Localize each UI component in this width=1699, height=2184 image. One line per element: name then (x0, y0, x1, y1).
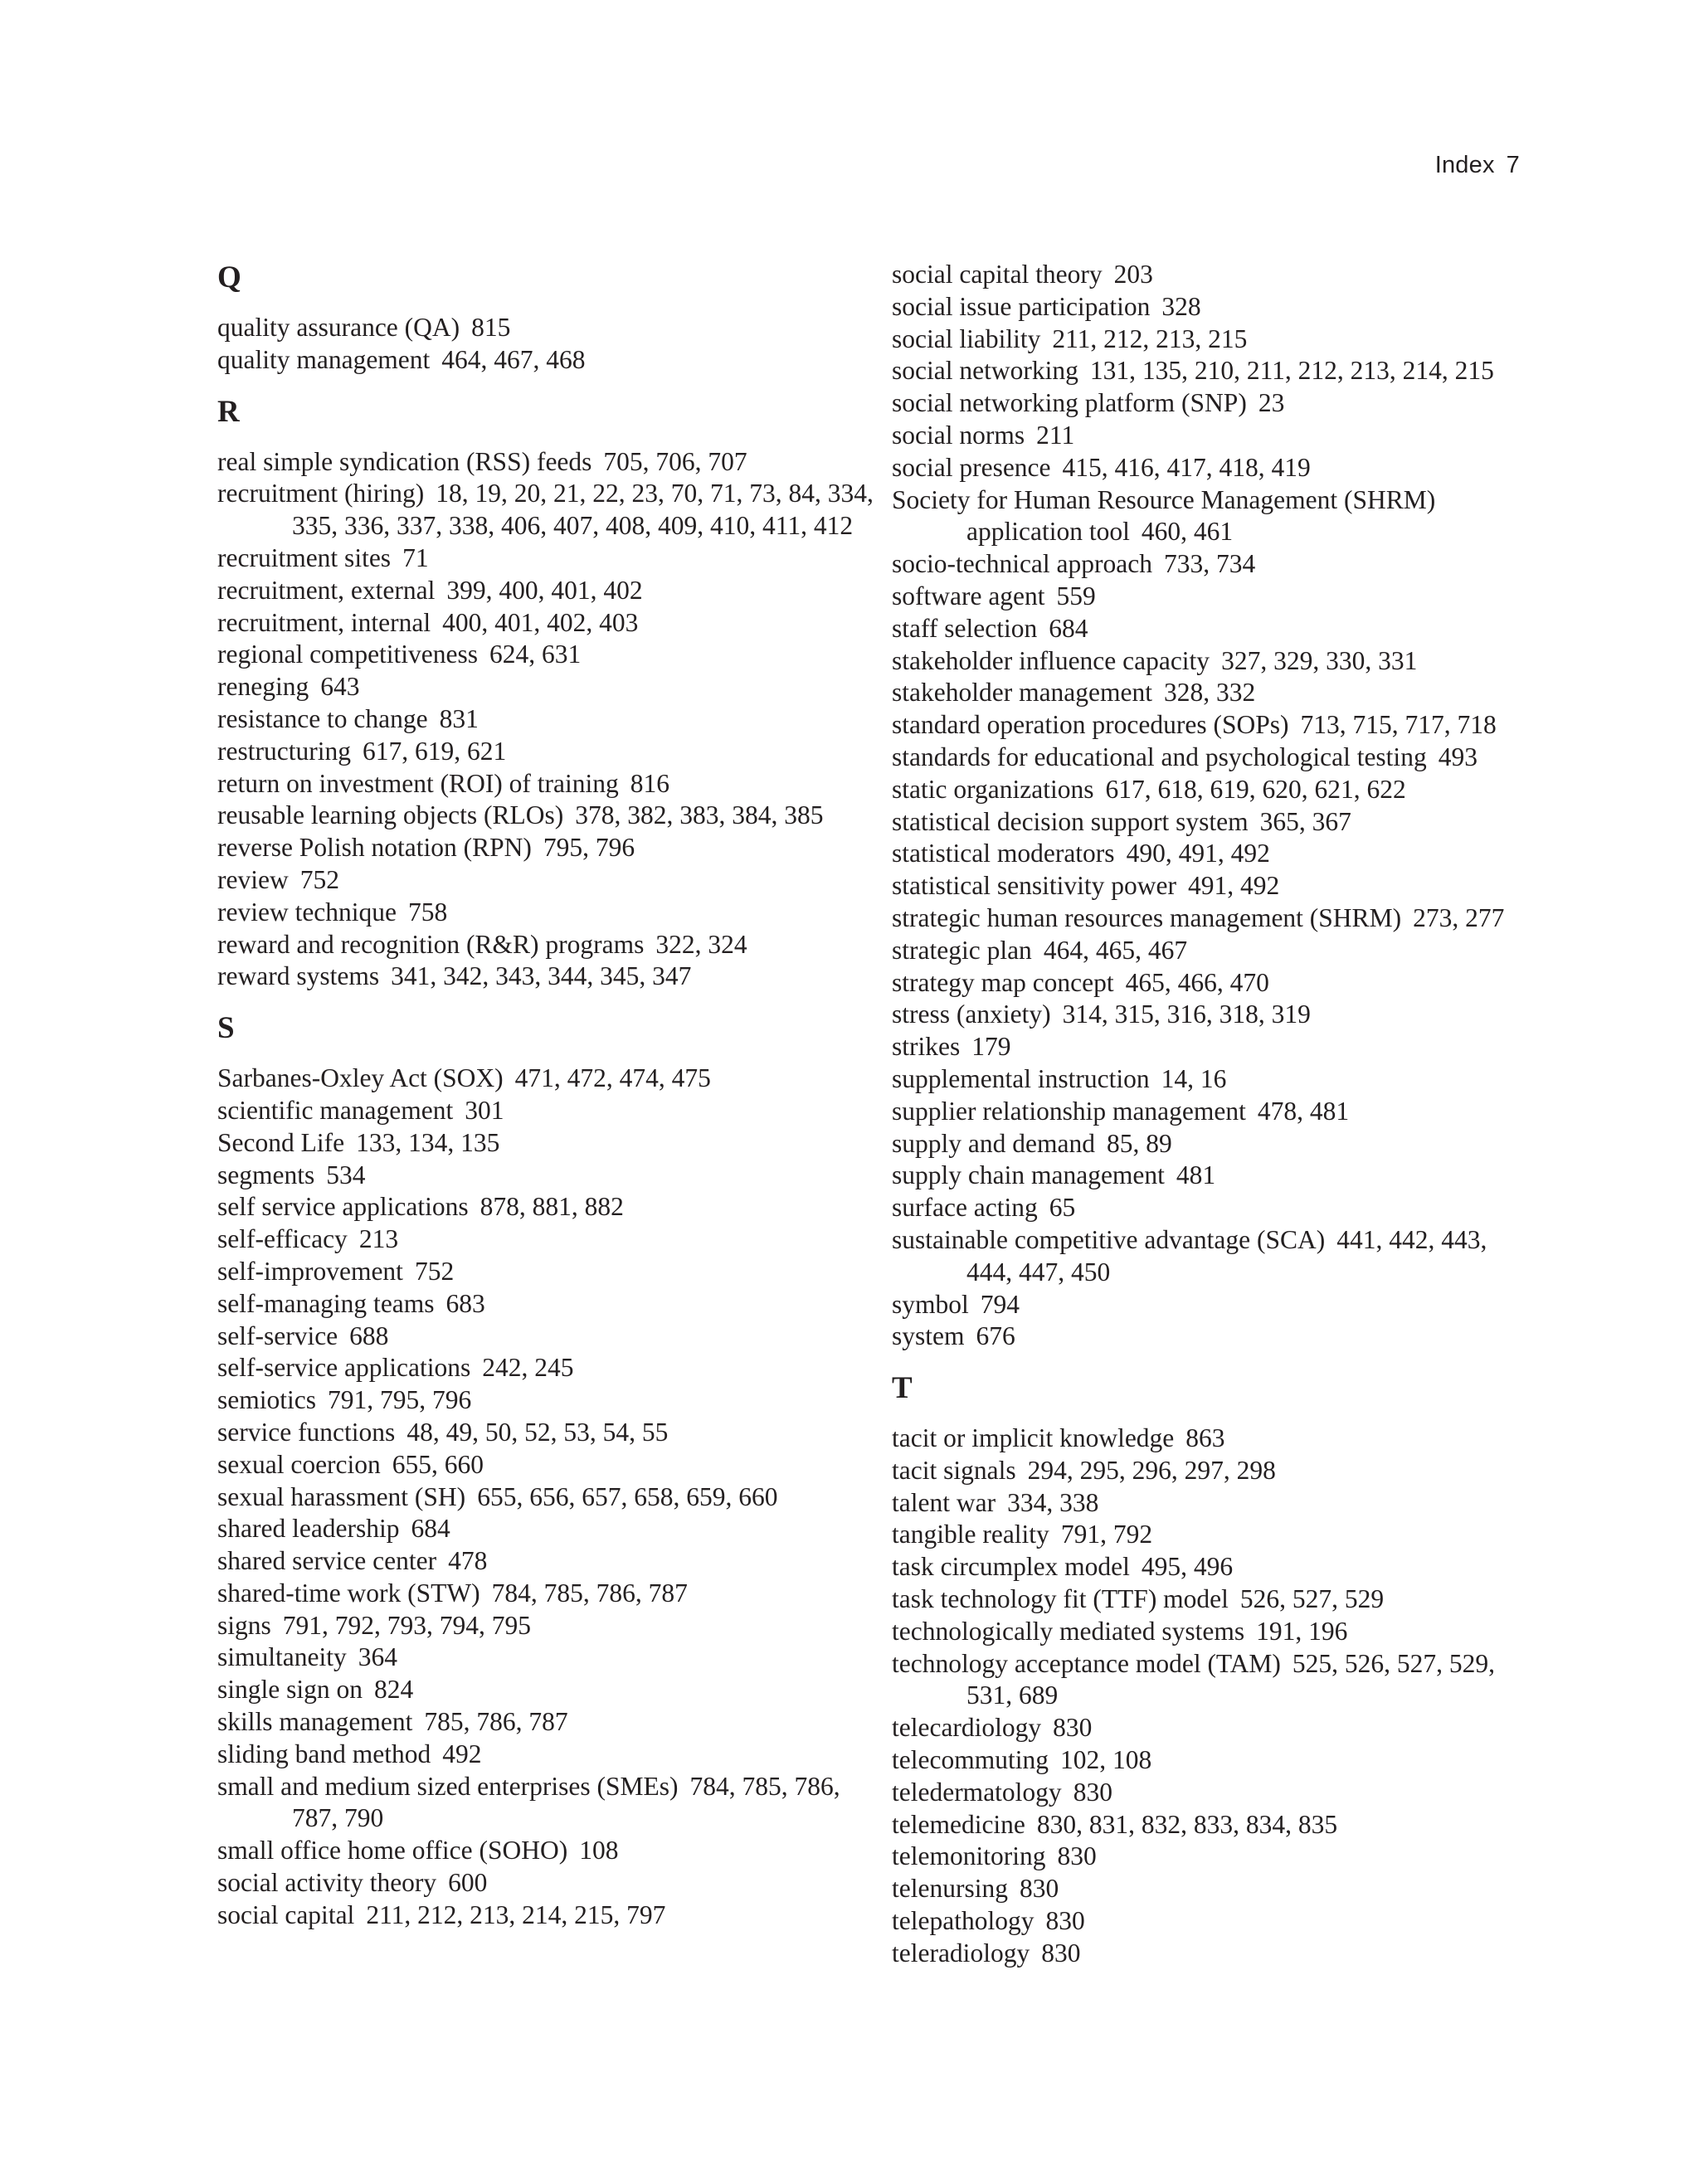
page-refs: 831 (439, 703, 479, 733)
page-refs: 795, 796 (543, 833, 635, 863)
index-entry (892, 1744, 1539, 1777)
index-entry (892, 613, 1539, 645)
page-refs: 491, 492 (1187, 871, 1280, 901)
index-term: telepathology (892, 1906, 1034, 1936)
index-section (892, 259, 1539, 1353)
index-term: telecardiology (892, 1713, 1042, 1743)
index-term: symbol (892, 1289, 969, 1319)
index-entry (892, 1455, 1539, 1487)
page-refs: 816 (630, 768, 670, 798)
page-refs: 791, 792 (1060, 1520, 1153, 1549)
index-term: Sarbanes-Oxley Act (SOX) (217, 1063, 504, 1093)
index-entry (217, 1417, 881, 1449)
index-entry (217, 1867, 881, 1899)
page-refs: 378, 382, 383, 384, 385 (575, 800, 824, 830)
index-entry (892, 645, 1539, 678)
page-refs: 655, 656, 657, 658, 659, 660 (477, 1481, 778, 1511)
index-term: static organizations (892, 774, 1094, 804)
index-term: regional competitiveness (217, 640, 479, 669)
page-refs: 322, 324 (655, 929, 747, 959)
index-term: teleradiology (892, 1938, 1030, 1968)
page-refs: 830 (1057, 1841, 1097, 1871)
page-refs: 863 (1185, 1423, 1225, 1453)
index-term: self-service (217, 1321, 338, 1350)
page-refs: 364 (358, 1642, 397, 1672)
page-refs: 23 (1258, 388, 1285, 418)
page-refs: 758 (408, 897, 448, 927)
page-refs: 676 (976, 1321, 1015, 1351)
page-refs: 643 (320, 672, 360, 702)
page-refs: 600 (448, 1868, 488, 1898)
page-refs: 830 (1019, 1874, 1059, 1904)
page-refs: 752 (414, 1256, 455, 1286)
index-term: reusable learning objects (RLOs) (217, 800, 564, 830)
page-refs: 824 (374, 1675, 414, 1705)
page-refs: 495, 496 (1141, 1552, 1234, 1582)
page-refs: 365, 367 (1259, 806, 1351, 836)
index-term: social networking platform (SNP) (892, 388, 1247, 418)
index-term: stakeholder influence capacity (892, 645, 1210, 675)
page-refs: 328 (1161, 291, 1201, 321)
page-refs: 683 (445, 1288, 485, 1318)
index-entry (892, 1616, 1539, 1648)
index-term: strategy map concept (892, 967, 1114, 997)
index-section (217, 395, 881, 994)
page-refs: 464, 467, 468 (441, 344, 586, 374)
index-entry (892, 1321, 1539, 1353)
page-refs: 478 (448, 1546, 488, 1576)
page-refs: 301 (465, 1095, 504, 1125)
index-entry (217, 1449, 881, 1481)
index-term: supplier relationship management (892, 1096, 1246, 1126)
index-entry (892, 259, 1539, 291)
index-term: supply chain management (892, 1160, 1165, 1190)
index-entry (217, 1321, 881, 1353)
index-term: statistical moderators (892, 839, 1115, 868)
index-entry (892, 806, 1539, 839)
page-refs: 655, 660 (392, 1449, 484, 1479)
page-refs: 191, 196 (1256, 1616, 1348, 1646)
index-entry (892, 1777, 1539, 1809)
page-refs: 133, 134, 135 (356, 1127, 500, 1157)
index-term: service functions (217, 1417, 396, 1447)
index-entry (892, 355, 1539, 387)
index-entry (892, 1519, 1539, 1551)
index-entry (217, 1610, 881, 1642)
page-refs: 71 (402, 542, 429, 572)
section-letter: S (217, 1011, 235, 1046)
page-refs: 478, 481 (1257, 1096, 1350, 1126)
page-refs: 705, 706, 707 (603, 446, 747, 476)
page-refs: 14, 16 (1161, 1063, 1227, 1093)
index-term: semiotics (217, 1385, 316, 1415)
index-entry (217, 800, 881, 832)
index-term: socio-technical approach (892, 549, 1152, 579)
page-refs: 878, 881, 882 (480, 1192, 624, 1222)
index-term: small office home office (SOHO) (217, 1836, 568, 1865)
index-entry (217, 1706, 881, 1739)
index-term: strategic human resources management (SHRM) (892, 902, 1402, 932)
section-letter: Q (217, 260, 241, 294)
index-entry (217, 1771, 881, 1836)
index-entry (892, 742, 1539, 774)
page-refs: 464, 465, 467 (1043, 935, 1188, 965)
index-entry (217, 1223, 881, 1256)
index-entry (217, 1127, 881, 1160)
index-section (217, 260, 881, 377)
index-term: recruitment, external (217, 575, 436, 605)
page-refs: 830 (1053, 1713, 1093, 1743)
page-refs: 688 (349, 1321, 389, 1350)
index-entry (892, 420, 1539, 452)
index-term: telemonitoring (892, 1841, 1046, 1871)
index-entry (892, 838, 1539, 870)
index-term: social networking (892, 356, 1078, 386)
index-entry (217, 575, 881, 607)
page-refs: 830 (1045, 1906, 1085, 1936)
section-letter: R (217, 394, 240, 429)
index-term: skills management (217, 1707, 413, 1737)
index-entry (217, 1674, 881, 1706)
index-term: recruitment sites (217, 542, 392, 572)
index-term: self-improvement (217, 1256, 403, 1286)
index-term: task technology fit (TTF) model (892, 1584, 1229, 1614)
page-refs: 815 (471, 313, 511, 342)
page-refs: 18, 19, 20, 21, 22, 23, 70, 71, 73, 84, 334, 335, 336, 337, 338, 406, 407, 408, 409, 410, 411, 412 (292, 479, 874, 541)
index-entry (892, 902, 1539, 935)
page-refs: 341, 342, 343, 344, 345, 347 (391, 961, 692, 991)
index-term: Society for Human Resource Management (SHRM) application tool (892, 484, 1436, 547)
index-entry (217, 542, 881, 575)
page-refs: 617, 618, 619, 620, 621, 622 (1105, 774, 1406, 804)
page-refs: 460, 461 (1141, 517, 1234, 547)
page-refs: 784, 785, 786, 787 (491, 1578, 688, 1608)
index-term: recruitment (hiring) (217, 479, 425, 508)
index-term: telemedicine (892, 1809, 1025, 1839)
index-term: small and medium sized enterprises (SMEs) (217, 1771, 679, 1801)
index-term: signs (217, 1610, 271, 1640)
index-term: Second Life (217, 1127, 345, 1157)
index-term: return on investment (ROI) of training (217, 768, 619, 798)
index-entry (217, 1352, 881, 1384)
index-term: reverse Polish notation (RPN) (217, 833, 532, 863)
index-entry (892, 1648, 1539, 1713)
index-term: quality management (217, 344, 431, 374)
index-entry (217, 1513, 881, 1545)
index-term: telecommuting (892, 1745, 1049, 1775)
index-entry (217, 703, 881, 736)
page-refs: 102, 108 (1059, 1745, 1152, 1775)
index-entry (892, 870, 1539, 902)
index-entry (217, 897, 881, 929)
page-refs: 211 (1036, 420, 1075, 450)
index-entry (892, 1192, 1539, 1224)
page-refs: 294, 295, 296, 297, 298 (1027, 1455, 1276, 1485)
index-entry (892, 291, 1539, 323)
page-refs: 791, 792, 793, 794, 795 (282, 1610, 532, 1640)
index-term: supply and demand (892, 1128, 1095, 1158)
index-entry (217, 1545, 881, 1578)
index-entry (892, 548, 1539, 581)
index-term: sexual harassment (SH) (217, 1481, 466, 1511)
running-head (1435, 152, 1520, 179)
index-entry (217, 639, 881, 671)
index-entry (217, 736, 881, 768)
index-entry (217, 607, 881, 640)
index-entry (892, 935, 1539, 967)
index-column-left (217, 257, 881, 1950)
page-refs: 65 (1049, 1193, 1076, 1223)
index-entry (892, 1809, 1539, 1841)
index-entry (892, 452, 1539, 484)
index-term: review (217, 864, 289, 894)
index-term: shared-time work (STW) (217, 1578, 480, 1608)
index-entry (892, 1423, 1539, 1455)
page-refs: 534 (326, 1160, 366, 1189)
page-refs: 211, 212, 213, 215 (1052, 323, 1248, 353)
index-term: social presence (892, 452, 1051, 482)
index-term: stakeholder management (892, 678, 1153, 708)
index-entry (217, 1835, 881, 1867)
index-entry (217, 1481, 881, 1514)
index-term: task circumplex model (892, 1552, 1130, 1582)
index-section (217, 1011, 881, 1932)
index-term: statistical decision support system (892, 806, 1249, 836)
index-term: self service applications (217, 1192, 469, 1222)
page-refs: 48, 49, 50, 52, 53, 54, 55 (406, 1417, 669, 1447)
page-refs: 415, 416, 417, 418, 419 (1062, 452, 1311, 482)
index-entry (892, 581, 1539, 613)
index-entry (892, 1063, 1539, 1096)
index-entry (892, 1289, 1539, 1321)
page-refs: 334, 338 (1007, 1487, 1099, 1517)
index-term: scientific management (217, 1095, 454, 1125)
index-term: simultaneity (217, 1642, 347, 1672)
index-entry (217, 1739, 881, 1771)
index-term: real simple syndication (RSS) feeds (217, 446, 592, 476)
index-term: technologically mediated systems (892, 1616, 1245, 1646)
index-entry (892, 387, 1539, 420)
index-entry (217, 929, 881, 961)
index-term: social capital theory (892, 260, 1103, 289)
index-entry (217, 961, 881, 993)
index-term: segments (217, 1160, 315, 1189)
index-entry (892, 999, 1539, 1031)
index-term: shared leadership (217, 1514, 400, 1544)
page-refs: 211, 212, 213, 214, 215, 797 (366, 1899, 666, 1929)
index-term: technology acceptance model (TAM) (892, 1648, 1281, 1678)
index-term: social activity theory (217, 1868, 437, 1898)
index-entry (892, 1938, 1539, 1970)
index-entry (217, 1899, 881, 1932)
index-term: software agent (892, 581, 1045, 610)
running-head-title: Index (1434, 152, 1495, 178)
index-entry (892, 1841, 1539, 1873)
index-entry (217, 312, 881, 344)
index-term: tacit or implicit knowledge (892, 1423, 1175, 1453)
page-refs: 794 (980, 1289, 1020, 1319)
page-refs: 791, 795, 796 (328, 1385, 472, 1415)
index-entry (217, 832, 881, 864)
index-term: self-service applications (217, 1353, 471, 1383)
index-term: social norms (892, 420, 1025, 450)
index-entry (217, 671, 881, 703)
index-term: statistical sensitivity power (892, 871, 1176, 901)
index-entry (217, 1160, 881, 1192)
index-entry (217, 1384, 881, 1417)
index-term: staff selection (892, 613, 1038, 643)
index-term: teledermatology (892, 1777, 1062, 1807)
page-refs: 465, 466, 470 (1125, 967, 1269, 997)
index-entry (217, 1578, 881, 1610)
index-entry (217, 768, 881, 800)
index-term: reward and recognition (R&R) programs (217, 929, 645, 959)
index-term: strikes (892, 1032, 961, 1062)
index-entry (892, 1873, 1539, 1905)
index-entry (892, 1224, 1539, 1289)
index-entry (892, 323, 1539, 356)
index-term: telenursing (892, 1874, 1008, 1904)
page-refs: 492 (442, 1739, 482, 1768)
page-refs: 684 (411, 1514, 450, 1544)
index-term: sliding band method (217, 1739, 431, 1768)
index-column-right (892, 259, 1539, 1988)
index-entry (217, 1256, 881, 1288)
page-refs: 131, 135, 210, 211, 212, 213, 214, 215 (1089, 356, 1494, 386)
index-entry (217, 1063, 881, 1095)
page-refs: 733, 734 (1163, 549, 1256, 579)
index-entry (892, 1712, 1539, 1744)
page-refs: 830, 831, 832, 833, 834, 835 (1036, 1809, 1338, 1839)
index-entry (217, 1095, 881, 1127)
index-term: tacit signals (892, 1455, 1016, 1485)
index-entry (217, 1642, 881, 1674)
index-term: social issue participation (892, 291, 1151, 321)
index-term: system (892, 1321, 965, 1351)
page-refs: 784, 785, 786, 787, 790 (292, 1771, 840, 1833)
index-term: social liability (892, 323, 1041, 353)
index-term: single sign on (217, 1675, 363, 1705)
index-term: resistance to change (217, 703, 428, 733)
page-refs: 481 (1176, 1160, 1216, 1190)
index-term: self-efficacy (217, 1224, 348, 1254)
index-section (892, 1371, 1539, 1970)
index-term: sustainable competitive advantage (SCA) (892, 1224, 1326, 1254)
page-refs: 490, 491, 492 (1126, 839, 1270, 868)
page-refs: 684 (1049, 613, 1088, 643)
index-entry (217, 446, 881, 479)
index-entry (892, 967, 1539, 1000)
page-refs: 213 (358, 1224, 399, 1254)
index-entry (892, 1583, 1539, 1616)
page-refs: 328, 332 (1164, 678, 1256, 708)
page-refs: 617, 619, 621 (362, 736, 507, 766)
index-entry (892, 1031, 1539, 1063)
index-term: reneging (217, 672, 309, 702)
index-entry (892, 774, 1539, 806)
page-refs: 525, 526, 527, 529, 531, 689 (966, 1648, 1496, 1710)
page-refs: 441, 442, 443, 444, 447, 450 (966, 1224, 1487, 1287)
index-term: reward systems (217, 961, 380, 991)
page-number: 7 (1506, 152, 1520, 178)
page-refs: 830 (1073, 1777, 1112, 1807)
index-term: standard operation procedures (SOPs) (892, 710, 1289, 740)
index-entry (217, 864, 881, 897)
index-entry (217, 1191, 881, 1223)
index-entry (892, 484, 1539, 549)
page-refs: 559 (1056, 581, 1096, 610)
index-entry (892, 1096, 1539, 1128)
page-refs: 108 (579, 1836, 619, 1865)
page-refs: 242, 245 (482, 1353, 574, 1383)
index-entry (892, 677, 1539, 709)
page-refs: 830 (1041, 1938, 1081, 1968)
index-term: stress (anxiety) (892, 1000, 1051, 1029)
index-entry (892, 1160, 1539, 1192)
page-refs: 273, 277 (1413, 902, 1505, 932)
index-entry (217, 344, 881, 377)
index-entry (892, 1551, 1539, 1583)
index-term: supplemental instruction (892, 1063, 1150, 1093)
page-refs: 314, 315, 316, 318, 319 (1062, 1000, 1311, 1029)
index-term: recruitment, internal (217, 607, 431, 637)
page-refs: 471, 472, 474, 475 (514, 1063, 711, 1093)
page-refs: 526, 527, 529 (1239, 1584, 1385, 1614)
index-term: surface acting (892, 1193, 1038, 1223)
index-term: shared service center (217, 1546, 437, 1576)
index-term: strategic plan (892, 935, 1032, 965)
page-refs: 179 (971, 1032, 1011, 1062)
page-refs: 785, 786, 787 (424, 1707, 568, 1737)
page-refs: 85, 89 (1106, 1128, 1172, 1158)
page-refs: 713, 715, 717, 718 (1300, 710, 1497, 740)
page-refs: 624, 631 (489, 640, 582, 669)
index-entry (892, 1487, 1539, 1520)
index-entry (892, 709, 1539, 742)
index-term: quality assurance (QA) (217, 313, 460, 342)
index-entry (217, 478, 881, 542)
index-entry (892, 1128, 1539, 1160)
index-term: self-managing teams (217, 1288, 435, 1318)
page-refs: 327, 329, 330, 331 (1221, 645, 1418, 675)
index-term: restructuring (217, 736, 351, 766)
index-term: sexual coercion (217, 1449, 381, 1479)
page-refs: 203 (1113, 260, 1153, 289)
page-refs: 400, 401, 402, 403 (442, 607, 639, 637)
index-entry (217, 1288, 881, 1321)
index-term: review technique (217, 897, 397, 927)
page-refs: 493 (1438, 742, 1477, 771)
section-letter: T (892, 1371, 913, 1406)
index-term: talent war (892, 1487, 996, 1517)
index-term: tangible reality (892, 1520, 1049, 1549)
index-term: social capital (217, 1899, 355, 1929)
index-term: standards for educational and psychological testing (892, 742, 1427, 771)
index-entry (892, 1905, 1539, 1938)
page-refs: 399, 400, 401, 402 (446, 575, 643, 605)
page-refs: 752 (299, 864, 339, 894)
